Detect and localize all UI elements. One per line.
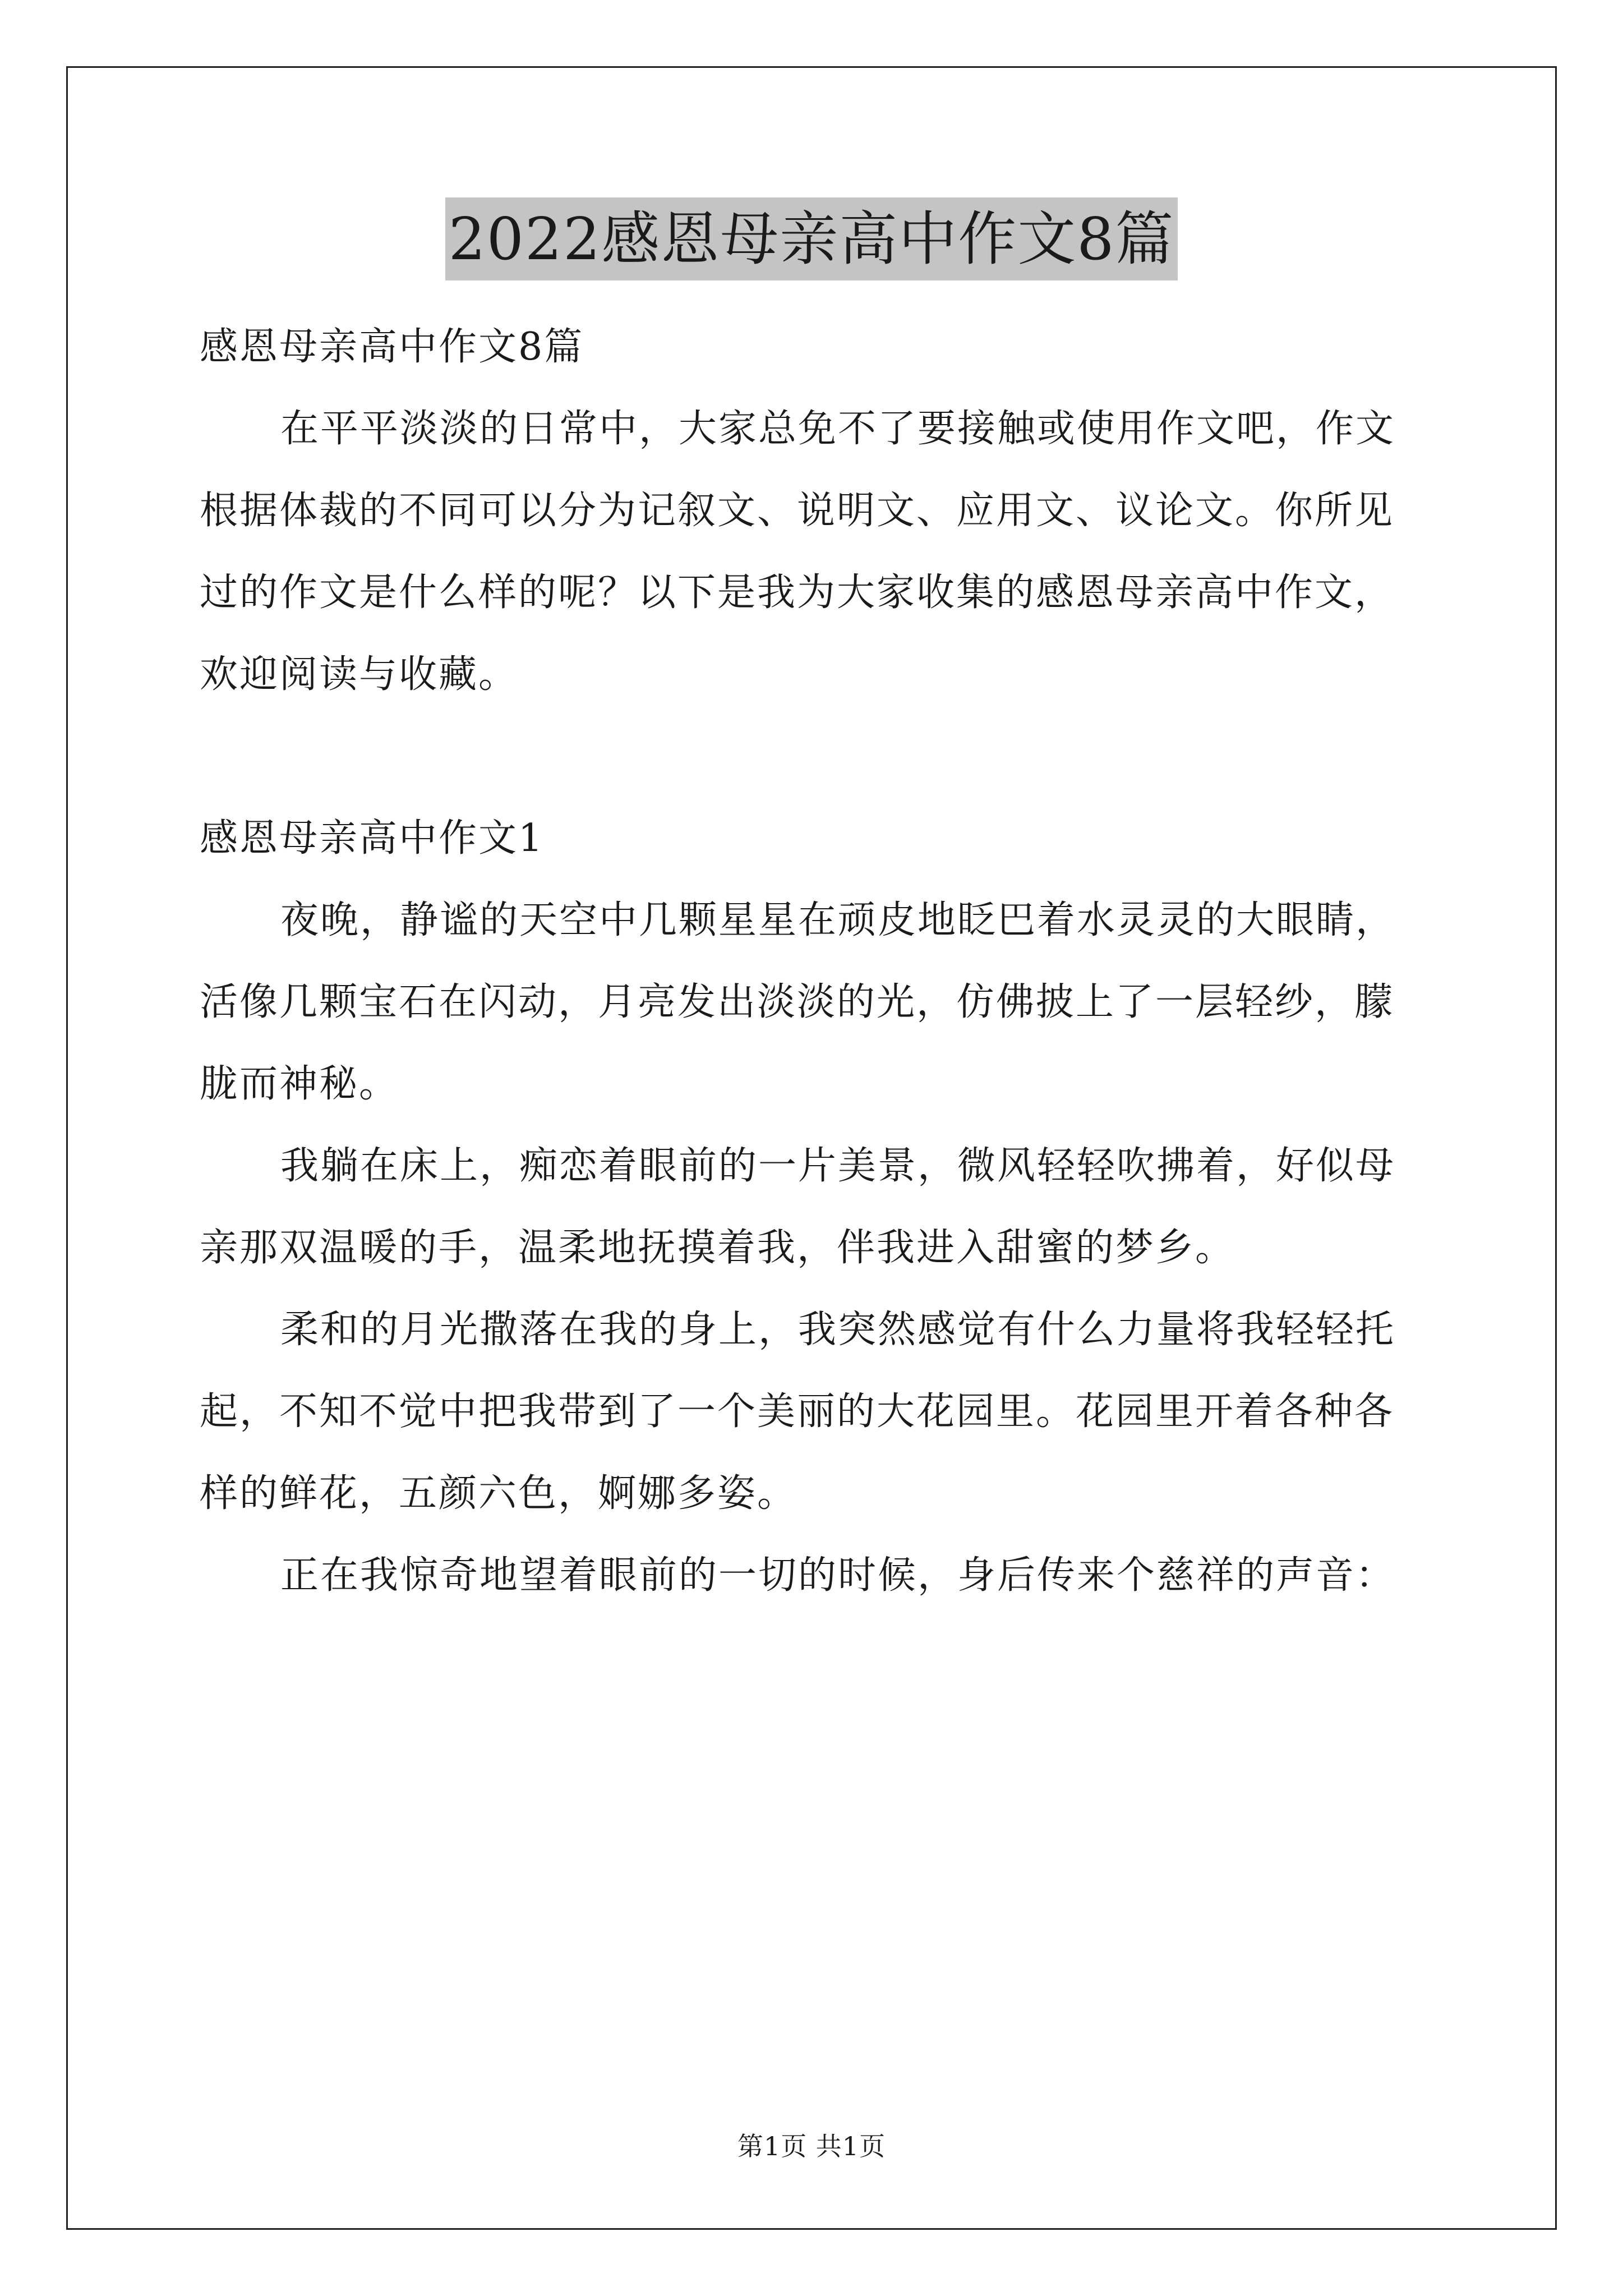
document-title: 2022感恩母亲高中作文8篇 bbox=[445, 197, 1178, 280]
blank-line bbox=[200, 716, 1423, 798]
body-paragraph: 正在我惊奇地望着眼前的一切的时候，身后传来个慈祥的声音： bbox=[280, 1553, 1396, 1598]
body-paragraph: 柔和的月光撒落在我的身上，我突然感觉有什么力量将我轻轻托起，不知不觉中把我带到了一个美丽的大花园里。花园里开着各种各样的鲜花，五颜六色，婀娜多姿。 bbox=[200, 1308, 1396, 1516]
section-heading-intro: 感恩母亲高中作文8篇 bbox=[200, 325, 584, 369]
document-body bbox=[200, 306, 1423, 1617]
intro-paragraph: 在平平淡淡的日常中，大家总免不了要接触或使用作文吧，作文根据体裁的不同可以分为记叙文、说明文、应用文、议论文。你所见过的作文是什么样的呢？以下是我为大家收集的感恩母亲高中作文，欢迎阅读与收藏。 bbox=[200, 407, 1396, 697]
page-footer: 第1页 共1页 bbox=[737, 2131, 886, 2161]
section-heading-essay-1: 感恩母亲高中作文1 bbox=[200, 816, 545, 861]
body-paragraph: 夜晚，静谧的天空中几颗星星在顽皮地眨巴着水灵灵的大眼睛，活像几颗宝石在闪动，月亮发出淡淡的光，仿佛披上了一层轻纱，朦胧而神秘。 bbox=[200, 898, 1396, 1106]
title-container bbox=[0, 197, 1623, 280]
body-paragraph: 我躺在床上，痴恋着眼前的一片美景，微风轻轻吹拂着，好似母亲那双温暖的手，温柔地抚摸着我，伴我进入甜蜜的梦乡。 bbox=[200, 1144, 1396, 1270]
